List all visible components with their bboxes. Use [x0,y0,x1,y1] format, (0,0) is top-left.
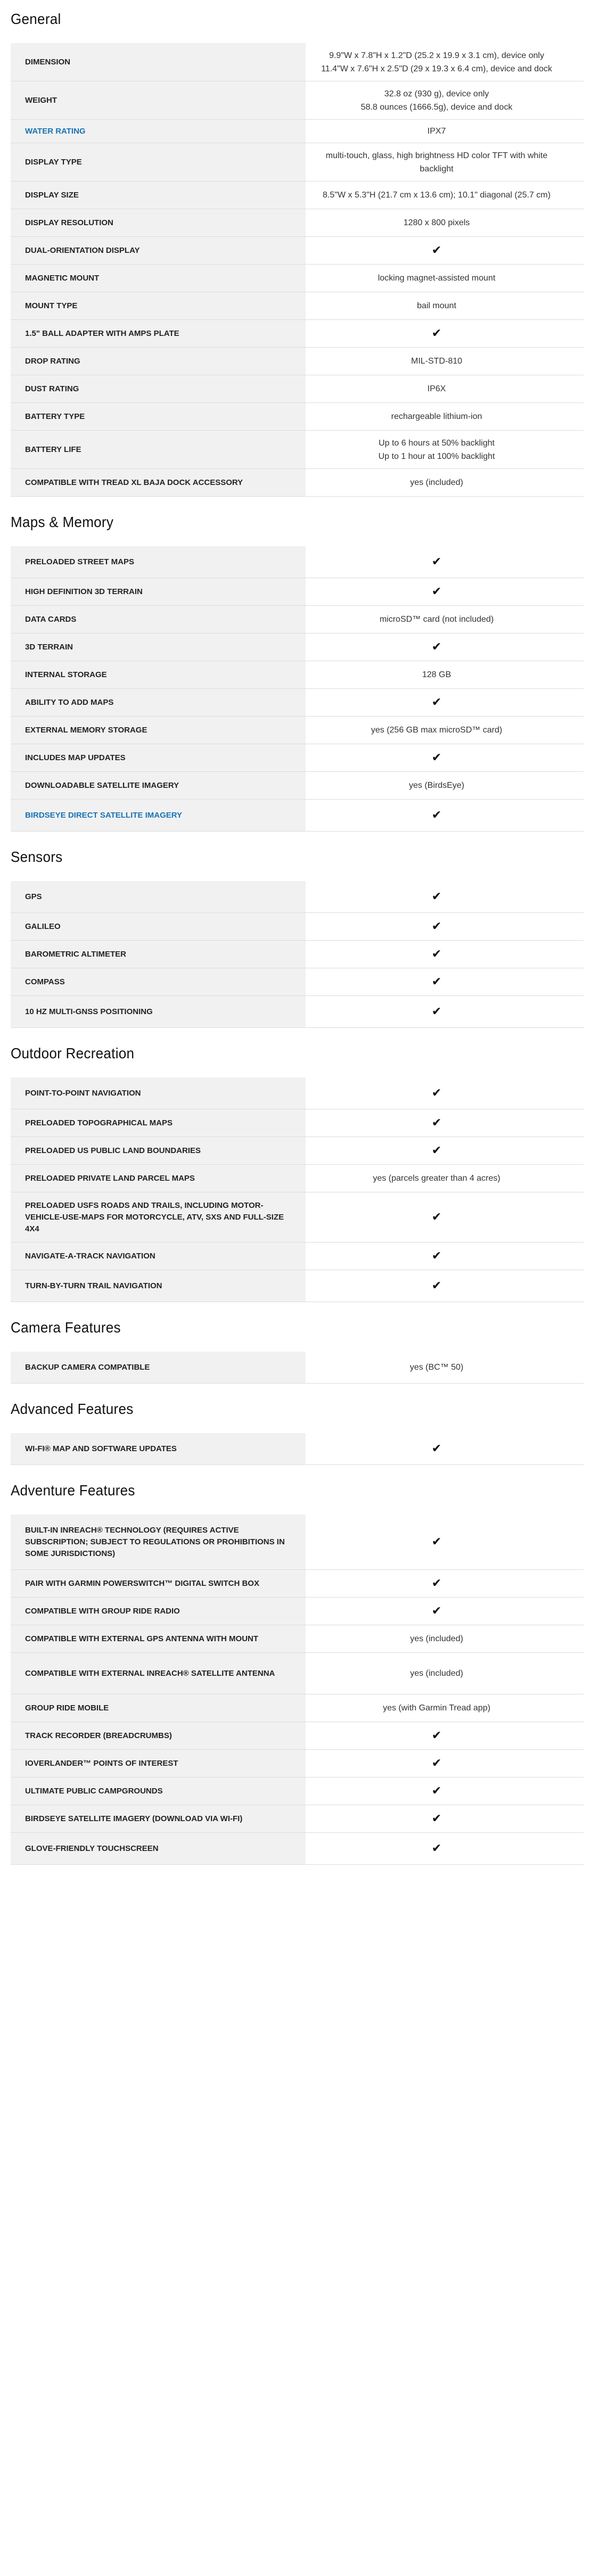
spec-value [306,633,584,661]
spec-row [11,1270,584,1302]
spec-value [306,209,584,237]
spec-value-line: yes (BirdsEye) [408,781,465,790]
spec-label: DOWNLOADABLE SATELLITE IMAGERY [11,772,306,800]
spec-value [306,1192,584,1242]
spec-value [306,996,584,1028]
checkmark-icon: ✔ [431,1115,442,1129]
spec-value [306,661,584,689]
spec-row [11,913,584,941]
spec-row [11,1598,584,1625]
spec-value-line: yes (with Garmin Tread app) [383,1703,490,1713]
spec-label: DIMENSION [11,43,306,81]
spec-label: BATTERY TYPE [11,403,306,431]
spec-row [11,633,584,661]
spec-label: PRELOADED US PUBLIC LAND BOUNDARIES [11,1137,306,1165]
spec-value [306,744,584,772]
checkmark-icon: ✔ [431,1756,442,1770]
spec-value [306,1777,584,1805]
spec-value [306,1833,584,1865]
section-title: General [11,11,61,27]
spec-row [11,143,584,182]
spec-table [11,880,584,1028]
spec-value [306,320,584,348]
spec-row [11,265,584,292]
spec-row [11,1515,584,1570]
spec-value-line: MIL-STD-810 [411,357,463,366]
spec-row [11,320,584,348]
spec-row [11,1352,584,1384]
spec-value [306,348,584,375]
checkmark-icon: ✔ [431,326,442,340]
spec-value [306,1433,584,1465]
checkmark-icon: ✔ [431,1576,442,1590]
checkmark-icon: ✔ [431,1209,442,1223]
checkmark-icon: ✔ [431,1143,442,1157]
spec-row [11,375,584,403]
spec-label: ULTIMATE PUBLIC CAMPGROUNDS [11,1777,306,1805]
spec-row [11,1805,584,1833]
spec-value [306,717,584,744]
spec-row [11,800,584,832]
spec-section [0,845,607,1028]
spec-label: WEIGHT [11,81,306,120]
spec-value [306,1137,584,1165]
spec-value-line: yes (BC™ 50) [409,1363,464,1372]
spec-row [11,1722,584,1750]
checkmark-icon: ✔ [431,243,442,257]
spec-section [0,1316,607,1384]
spec-value [306,1598,584,1625]
spec-value-line: multi-touch, glass, high brightness HD color TFT with white [325,151,548,160]
spec-label: IOVERLANDER™ POINTS OF INTEREST [11,1750,306,1777]
checkmark-icon: ✔ [431,554,442,568]
spec-label: TURN-BY-TURN TRAIL NAVIGATION [11,1270,306,1302]
spec-row [11,968,584,996]
spec-label: COMPATIBLE WITH TREAD XL BAJA DOCK ACCESSORY [11,469,306,497]
section-title: Outdoor Recreation [11,1045,135,1061]
checkmark-icon: ✔ [431,1004,442,1018]
spec-table [11,1514,584,1865]
spec-row [11,546,584,578]
spec-section [0,7,607,497]
spec-label: BUILT-IN INREACH® TECHNOLOGY (REQUIRES ACTIVE SUBSCRIPTION; SUBJECT TO REGULATIONS OR PROHIBITIONS IN SOME JURISDICTIONS) [11,1515,306,1570]
spec-label: COMPATIBLE WITH EXTERNAL INREACH® SATELLITE ANTENNA [11,1653,306,1694]
section-title: Maps & Memory [11,514,114,530]
spec-row [11,237,584,265]
spec-value [306,1750,584,1777]
spec-label: ABILITY TO ADD MAPS [11,689,306,717]
spec-value [306,1109,584,1137]
spec-value [306,546,584,578]
spec-row [11,182,584,209]
spec-value-line: bail mount [417,301,456,310]
checkmark-icon: ✔ [431,1728,442,1742]
spec-value-line: 128 GB [422,670,452,679]
spec-label: HIGH DEFINITION 3D TERRAIN [11,578,306,606]
spec-value [306,237,584,265]
spec-value [306,120,584,143]
spec-row [11,1750,584,1777]
spec-value [306,606,584,633]
spec-section [0,1479,607,1865]
spec-label: GLOVE-FRIENDLY TOUCHSCREEN [11,1833,306,1865]
spec-label: BAROMETRIC ALTIMETER [11,941,306,968]
spec-row [11,1694,584,1722]
spec-value-line: backlight [420,164,454,174]
spec-row [11,717,584,744]
spec-row [11,744,584,772]
spec-label: MAGNETIC MOUNT [11,265,306,292]
spec-value [306,1722,584,1750]
spec-row [11,996,584,1028]
spec-row [11,578,584,606]
spec-value [306,772,584,800]
spec-value [306,968,584,996]
spec-value-line: IP6X [427,384,446,393]
spec-label: PRELOADED TOPOGRAPHICAL MAPS [11,1109,306,1137]
spec-row [11,772,584,800]
spec-row [11,1192,584,1242]
spec-row [11,120,584,143]
spec-value [306,1653,584,1694]
spec-row [11,469,584,497]
spec-row [11,941,584,968]
checkmark-icon: ✔ [431,1603,442,1617]
spec-value [306,800,584,832]
spec-row [11,1109,584,1137]
spec-value [306,431,584,469]
checkmark-icon: ✔ [431,1811,442,1825]
spec-row [11,1165,584,1192]
spec-label: COMPATIBLE WITH GROUP RIDE RADIO [11,1598,306,1625]
spec-label: 10 HZ MULTI-GNSS POSITIONING [11,996,306,1028]
spec-value-line: yes (included) [410,478,463,487]
checkmark-icon: ✔ [431,1248,442,1262]
spec-label: DISPLAY SIZE [11,182,306,209]
spec-label: DATA CARDS [11,606,306,633]
specs-page [0,7,607,1865]
checkmark-icon: ✔ [431,1841,442,1855]
spec-label: PRELOADED PRIVATE LAND PARCEL MAPS [11,1165,306,1192]
spec-value-line: 1280 x 800 pixels [403,218,470,227]
spec-value [306,81,584,120]
spec-label-link[interactable]: BIRDSEYE DIRECT SATELLITE IMAGERY [11,800,306,832]
spec-value [306,1352,584,1384]
spec-value [306,1625,584,1653]
spec-table [11,1077,584,1302]
spec-label: PRELOADED STREET MAPS [11,546,306,578]
spec-label: POINT-TO-POINT NAVIGATION [11,1077,306,1109]
spec-value [306,143,584,182]
spec-value [306,578,584,606]
spec-label: PAIR WITH GARMIN POWERSWITCH™ DIGITAL SWITCH BOX [11,1570,306,1598]
spec-label: GALILEO [11,913,306,941]
checkmark-icon: ✔ [431,639,442,653]
spec-value [306,1242,584,1270]
spec-row [11,1653,584,1694]
spec-label: NAVIGATE-A-TRACK NAVIGATION [11,1242,306,1270]
spec-value-line: Up to 1 hour at 100% backlight [378,451,495,461]
checkmark-icon: ✔ [431,1783,442,1797]
spec-table [11,1433,584,1465]
section-title: Camera Features [11,1319,121,1336]
spec-label: DUST RATING [11,375,306,403]
spec-label: DROP RATING [11,348,306,375]
spec-value [306,1694,584,1722]
spec-row [11,661,584,689]
spec-section [0,511,607,832]
spec-value [306,1805,584,1833]
spec-value [306,182,584,209]
spec-row [11,689,584,717]
spec-value [306,403,584,431]
spec-label: DISPLAY TYPE [11,143,306,182]
spec-row [11,209,584,237]
spec-table [11,43,584,497]
spec-row [11,1137,584,1165]
spec-row [11,1777,584,1805]
spec-label: MOUNT TYPE [11,292,306,320]
checkmark-icon: ✔ [431,919,442,933]
spec-row [11,1570,584,1598]
spec-section [0,1042,607,1302]
spec-value [306,469,584,497]
spec-row [11,881,584,913]
spec-row [11,1242,584,1270]
spec-label: PRELOADED USFS ROADS AND TRAILS, INCLUDING MOTOR-VEHICLE-USE-MAPS FOR MOTORCYCLE, ATV, SXS AND FULL-SIZE 4X4 [11,1192,306,1242]
spec-value-line: yes (256 GB max microSD™ card) [371,726,503,735]
spec-label: 1.5" BALL ADAPTER WITH AMPS PLATE [11,320,306,348]
spec-value [306,265,584,292]
spec-value-line: locking magnet-assisted mount [378,274,496,283]
spec-value-line: 58.8 ounces (1666.5g), device and dock [360,102,513,112]
checkmark-icon: ✔ [431,1278,442,1292]
spec-row [11,43,584,81]
spec-label: INTERNAL STORAGE [11,661,306,689]
spec-label: WI-FI® MAP AND SOFTWARE UPDATES [11,1433,306,1465]
spec-row [11,403,584,431]
checkmark-icon: ✔ [431,1441,442,1455]
spec-table [11,1351,584,1384]
spec-label: INCLUDES MAP UPDATES [11,744,306,772]
checkmark-icon: ✔ [431,695,442,709]
spec-label: EXTERNAL MEMORY STORAGE [11,717,306,744]
spec-value [306,1270,584,1302]
spec-label: BIRDSEYE SATELLITE IMAGERY (DOWNLOAD VIA WI-FI) [11,1805,306,1833]
spec-value-line: microSD™ card (not included) [379,615,494,624]
spec-value-line: 8.5"W x 5.3"H (21.7 cm x 13.6 cm); 10.1" diagonal (25.7 cm) [323,191,551,200]
spec-value [306,375,584,403]
checkmark-icon: ✔ [431,974,442,988]
spec-label-link[interactable]: WATER RATING [11,120,306,143]
spec-row [11,1625,584,1653]
checkmark-icon: ✔ [431,808,442,821]
spec-value-line: 32.8 oz (930 g), device only [384,89,489,98]
spec-section [0,1397,607,1465]
spec-label: BATTERY LIFE [11,431,306,469]
spec-row [11,431,584,469]
spec-label: DISPLAY RESOLUTION [11,209,306,237]
spec-label: GROUP RIDE MOBILE [11,1694,306,1722]
spec-value [306,292,584,320]
spec-value [306,1165,584,1192]
section-title: Sensors [11,849,63,865]
spec-value [306,689,584,717]
spec-label: BACKUP CAMERA COMPATIBLE [11,1352,306,1384]
checkmark-icon: ✔ [431,750,442,764]
spec-value [306,941,584,968]
spec-table [11,546,584,832]
spec-value [306,1077,584,1109]
spec-value-line: yes (included) [410,1669,463,1678]
spec-label: DUAL-ORIENTATION DISPLAY [11,237,306,265]
spec-value-line: rechargeable lithium-ion [391,412,482,421]
spec-row [11,348,584,375]
spec-row [11,1077,584,1109]
spec-row [11,1433,584,1465]
spec-row [11,292,584,320]
section-title: Adventure Features [11,1482,135,1499]
checkmark-icon: ✔ [431,1085,442,1099]
spec-value [306,913,584,941]
spec-label: TRACK RECORDER (BREADCRUMBS) [11,1722,306,1750]
spec-value-line: IPX7 [427,127,446,136]
spec-value [306,1570,584,1598]
spec-label: GPS [11,881,306,913]
checkmark-icon: ✔ [431,584,442,598]
spec-value-line: 9.9"W x 7.8"H x 1.2"D (25.2 x 19.9 x 3.1 cm), device only [329,51,544,60]
spec-row [11,81,584,120]
spec-value [306,1515,584,1570]
checkmark-icon: ✔ [431,889,442,903]
spec-label: 3D TERRAIN [11,633,306,661]
spec-row [11,1833,584,1865]
spec-value [306,881,584,913]
checkmark-icon: ✔ [431,1534,442,1548]
spec-value-line: Up to 6 hours at 50% backlight [379,438,495,448]
checkmark-icon: ✔ [431,947,442,960]
spec-row [11,606,584,633]
spec-value-line: yes (parcels greater than 4 acres) [373,1174,501,1183]
spec-value-line: 11.4"W x 7.6"H x 2.5"D (29 x 19.3 x 6.4 cm), device and dock [321,64,552,73]
section-title: Advanced Features [11,1401,134,1417]
spec-label: COMPATIBLE WITH EXTERNAL GPS ANTENNA WITH MOUNT [11,1625,306,1653]
spec-value-line: yes (included) [410,1634,463,1643]
spec-value [306,43,584,81]
spec-label: COMPASS [11,968,306,996]
